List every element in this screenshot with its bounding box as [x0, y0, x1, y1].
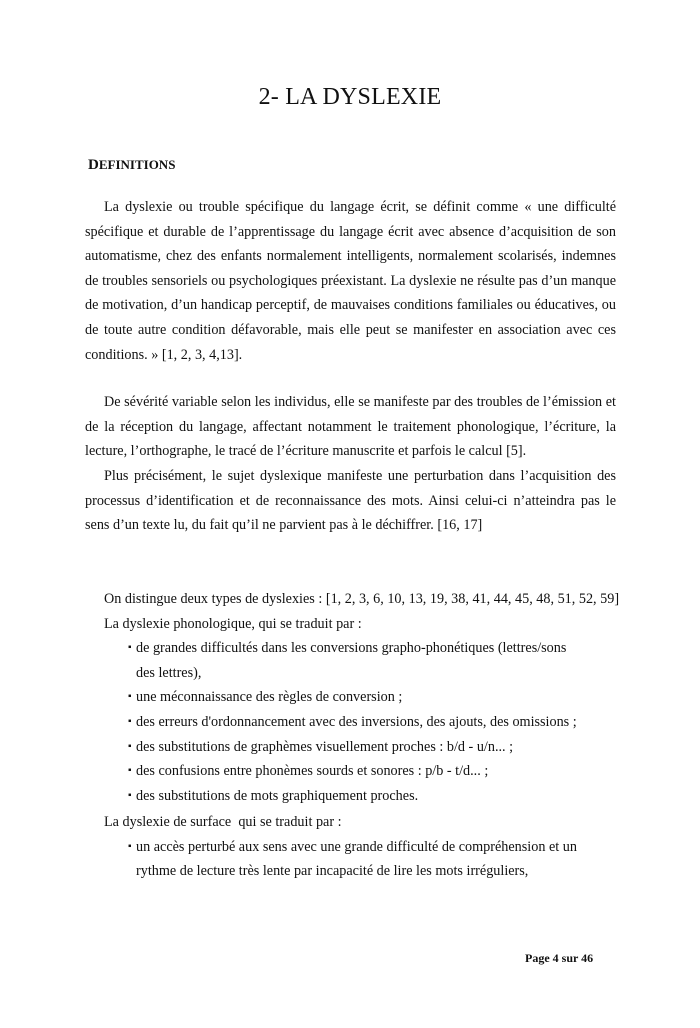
list-item [104, 759, 624, 784]
list-item [104, 685, 624, 710]
paragraph-text: Plus précisément, le sujet dyslexique manifeste une perturbation dans l’acquisition des processus d’identification et de reconnaissance des mots. Ainsi celui-ci n’atteindra pas le sens d’un texte lu, du fait qu’il ne parvient pas à le déchiffrer. [16, 17] [85, 468, 616, 534]
paragraph-text: La dyslexie ou trouble spécifique du langage écrit, se définit comme « une difficulté spécifique et durable de l’apprentissage du langage écrit avec absence d’acquisition de son automatisme, chez des enfants normalement intelligents, normalement scolarisés, indemnes de troubles sensoriels ou psychologiques préexistant. La dyslexie ne résulte pas d’un manque de motivation, d’un handicap perceptif, de mauvaises conditions familiales ou éducatives, ou de toute autre condition défavorable, mais elle peut se manifester en association avec ces conditions. » [1, 2, 3, 4,13]. [85, 199, 616, 363]
types-block [104, 587, 624, 808]
phonological-heading: La dyslexie phonologique, qui se traduit par : [104, 615, 362, 632]
types-intro: On distingue deux types de dyslexies : [1, 2, 3, 6, 10, 13, 19, 38, 41, 44, 45, 48, 51, 52, 59] [104, 591, 620, 607]
bullet-icon: ▪ [128, 789, 132, 801]
section-heading-initial: D [88, 157, 99, 173]
list-item-text: des substitutions de mots graphiquement proches. [136, 787, 419, 804]
surface-heading: La dyslexie de surface qui se traduit par : [104, 814, 342, 830]
surface-block [104, 810, 624, 884]
list-item-text: des erreurs d'ordonnancement avec des inversions, des ajouts, des omissions ; [136, 713, 577, 730]
paragraph-definition [85, 195, 616, 367]
paragraph-precision [85, 464, 616, 538]
paragraph-severity [85, 390, 616, 464]
section-heading-rest: EFINITIONS [98, 157, 176, 172]
section-heading [88, 157, 175, 174]
phonological-list [104, 636, 624, 808]
list-item-text: des substitutions de graphèmes visuellement proches : b/d - u/n... ; [136, 738, 514, 755]
page-number: Page 4 sur 46 [525, 951, 594, 965]
list-item-text: des confusions entre phonèmes sourds et sonores : p/b - t/d... ; [136, 763, 489, 780]
list-item [104, 735, 624, 760]
list-item-text: de grandes difficultés dans les conversions grapho-phonétiques (lettres/sons des lettres), [136, 640, 567, 681]
list-item [104, 835, 581, 884]
bullet-icon: ▪ [128, 740, 132, 752]
list-item [104, 784, 624, 809]
paragraph-text: De sévérité variable selon les individus, elle se manifeste par des troubles de l’émission et de la réception du langage, affectant notamment le traitement phonologique, l’écriture, la lecture, l’orthographe, le tracé de l’écriture manuscrite et parfois le calcul [5]. [85, 394, 616, 460]
list-item-text: une méconnaissance des règles de conversion ; [136, 689, 403, 706]
list-item [104, 636, 586, 685]
bullet-icon: ▪ [128, 765, 132, 777]
list-item-text: un accès perturbé aux sens avec une grande difficulté de compréhension et un rythme de lecture très lente par incapacité de lire les mots irréguliers, [136, 838, 577, 880]
surface-list [104, 835, 624, 884]
bullet-icon: ▪ [128, 840, 132, 852]
list-item [104, 710, 624, 735]
bullet-icon: ▪ [128, 715, 132, 727]
bullet-icon: ▪ [128, 642, 132, 654]
page-title: 2- LA DYSLEXIE [258, 84, 442, 110]
bullet-icon: ▪ [128, 691, 132, 703]
